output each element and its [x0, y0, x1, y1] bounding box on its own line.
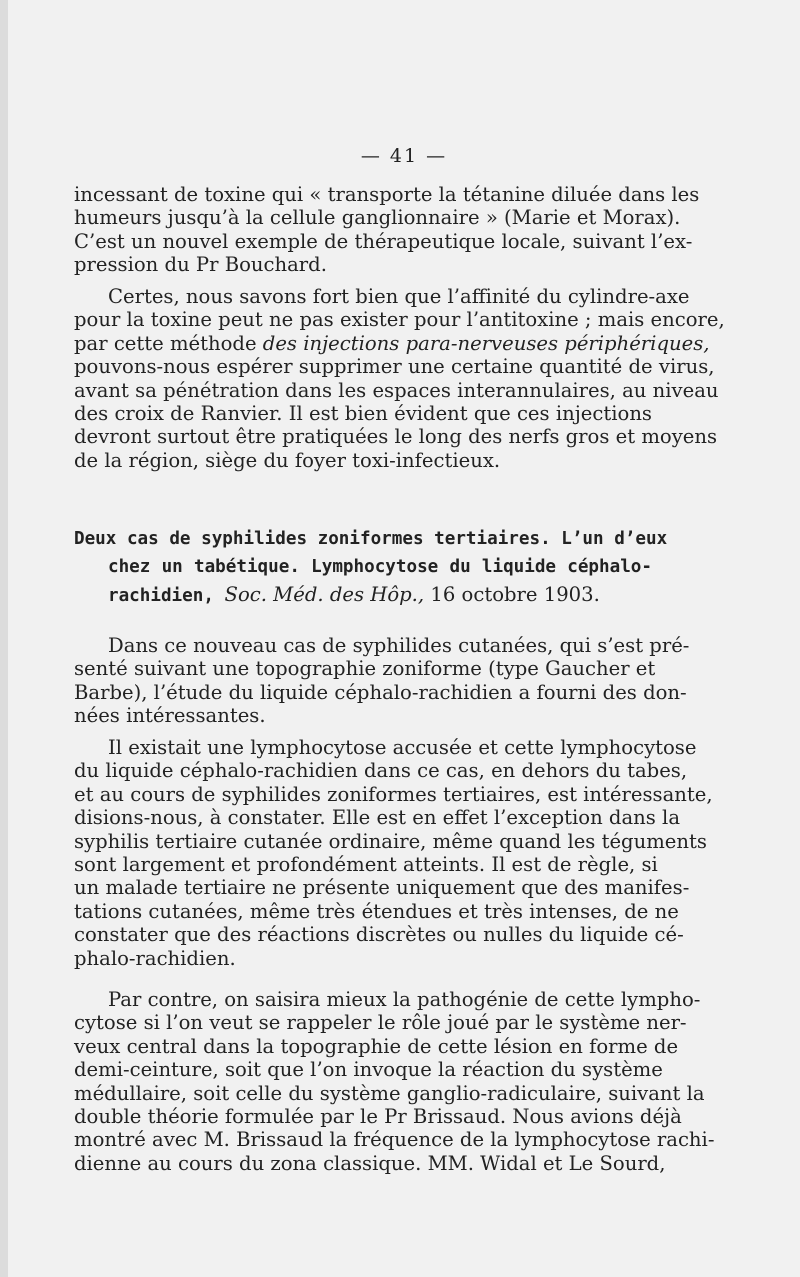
citation-source: Soc. Méd. des Hôp.,: [224, 583, 425, 606]
text-line: des croix de Ranvier. Il est bien évident que ces injections: [74, 402, 652, 426]
text-line: humeurs jusqu’à la cellule ganglionnaire » (Marie et Morax).: [74, 206, 681, 230]
text-line: pouvons-nous espérer supprimer une certaine quantité de virus,: [74, 355, 715, 379]
text-line: double théorie formulée par le Pr Brissaud. Nous avions déjà: [74, 1105, 682, 1129]
text-line: de la région, siège du foyer toxi-infectieux.: [74, 448, 501, 472]
text-line: Par contre, on saisira mieux la pathogénie de cette lympho-: [108, 988, 701, 1011]
text-line: montré avec M. Brissaud la fréquence de la lymphocytose rachi-: [74, 1128, 715, 1152]
heading-line: chez un tabétique. Lymphocytose du liquide céphalo-: [108, 556, 652, 577]
text-line: Barbe), l’étude du liquide céphalo-rachidien a fourni des don-: [74, 680, 687, 704]
text-line: médullaire, soit celle du système ganglio-radiculaire, suivant la: [74, 1081, 705, 1105]
text-line: devront surtout être pratiquées le long des nerfs gros et moyens: [74, 425, 718, 449]
heading-fragment: rachidien,: [108, 586, 214, 606]
text-line: tations cutanées, même très étendues et très intenses, de ne: [74, 899, 679, 923]
text-line: Il existait une lymphocytose accusée et cette lymphocytose: [108, 736, 697, 759]
text-line: dienne au cours du zona classique. MM. Widal et Le Sourd,: [74, 1151, 666, 1175]
text-line: sont largement et profondément atteints. Il est de règle, si: [74, 853, 658, 877]
text-line: phalo-rachidien.: [74, 946, 236, 970]
text-line: disions-nous, à constater. Elle est en effet l’exception dans la: [74, 806, 680, 830]
text-line: Dans ce nouveau cas de syphilides cutanées, qui s’est pré-: [108, 634, 690, 657]
text-line: un malade tertiaire ne présente uniquement que des manifes-: [74, 876, 690, 900]
text-line: senté suivant une topographie zoniforme (type Gaucher et: [74, 657, 656, 681]
text-line: avant sa pénétration dans les espaces interannulaires, au niveau: [74, 378, 719, 402]
page-number: — 41 —: [360, 145, 448, 167]
text-line-with-emphasis: [74, 331, 710, 355]
text-line: Certes, nous savons fort bien que l’affinité du cylindre-axe: [108, 285, 690, 308]
citation: [225, 583, 600, 606]
heading-line-with-citation: [74, 581, 652, 611]
text-line: constater que des réactions discrètes ou nulles du liquide cé-: [74, 923, 684, 947]
paragraph-4: [74, 736, 713, 970]
text-line: syphilis tertiaire cutanée ordinaire, même quand les téguments: [74, 829, 707, 853]
text-line: nées intéressantes.: [74, 704, 266, 728]
text-line: pour la toxine peut ne pas exister pour l’antitoxine ; mais encore,: [74, 308, 725, 332]
paragraph-2: [74, 285, 725, 472]
text-line: demi-ceinture, soit que l’on invoque la réaction du système: [74, 1058, 663, 1082]
text-line: C’est un nouvel exemple de thérapeutique locale, suivant l’ex-: [74, 229, 693, 253]
emphasis-text: des injections para-nerveuses périphériques,: [262, 331, 710, 355]
book-page: [8, 0, 800, 1277]
text-fragment: par cette méthode: [74, 331, 263, 355]
heading-line: Deux cas de syphilides zoniformes tertiaires. L’un d’eux: [74, 529, 668, 549]
text-line: incessant de toxine qui « transporte la tétanine diluée dans les: [74, 183, 700, 206]
citation-date: 16 octobre 1903.: [430, 583, 600, 606]
paragraph-5: [74, 988, 715, 1175]
text-line: veux central dans la topographie de cette lésion en forme de: [74, 1034, 679, 1058]
section-heading: [74, 526, 668, 611]
text-line: cytose si l’on veut se rappeler le rôle joué par le système ner-: [74, 1011, 687, 1035]
text-line: et au cours de syphilides zoniformes tertiaires, est intéressante,: [74, 782, 713, 806]
text-line: du liquide céphalo-rachidien dans ce cas, en dehors du tabes,: [74, 759, 688, 783]
paragraph-3: [74, 634, 690, 728]
paragraph-1: [74, 183, 700, 277]
text-line: pression du Pr Bouchard.: [74, 253, 327, 277]
